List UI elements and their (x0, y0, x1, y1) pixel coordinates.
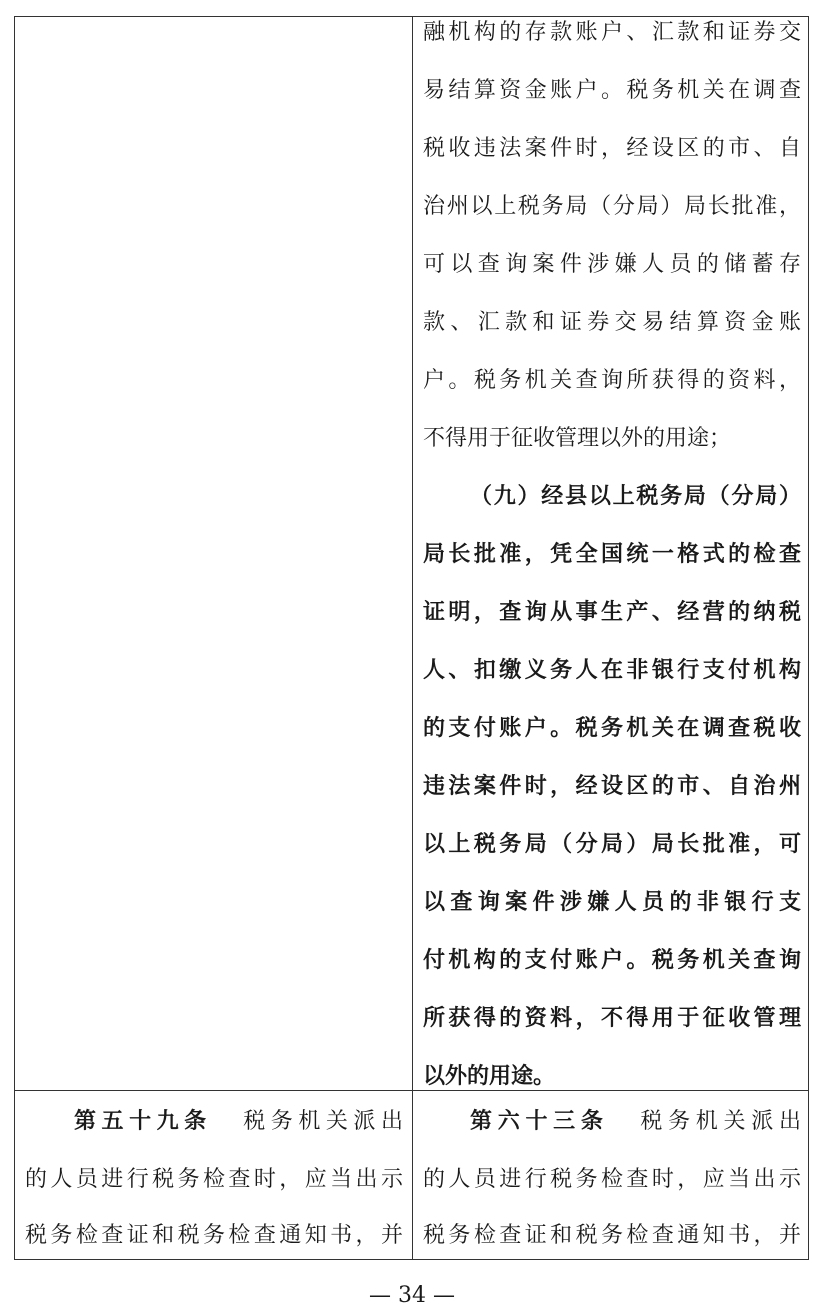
right-text-line: 易结算资金账户。税务机关在调查 (423, 78, 801, 103)
right-text-line: 可以查询案件涉嫌人员的储蓄存 (423, 252, 801, 277)
right-text-line: 治州以上税务局（分局）局长批准， (423, 194, 801, 219)
left-article-heading (74, 1107, 403, 1137)
left-article-first: 税务机关派出 (237, 1109, 403, 1134)
right-text-line: 融机构的存款账户、汇款和证券交 (423, 20, 801, 45)
clause-nine-line: （九）经县以上税务局（分局） (470, 484, 801, 509)
right-text-line: 税收违法案件时，经设区的市、自 (423, 136, 801, 161)
right-text-line: 款、汇款和证券交易结算资金账 (423, 310, 801, 335)
clause-nine-line: 局长批准，凭全国统一格式的检查 (423, 542, 801, 567)
left-article-line: 的人员进行税务检查时，应当出示 (25, 1167, 403, 1192)
page-number: — 34 — (369, 1283, 455, 1308)
right-article-line: 的人员进行税务检查时，应当出示 (423, 1167, 801, 1192)
right-text-line: 不得用于征收管理以外的用途； (423, 426, 732, 451)
right-text-line: 户。税务机关查询所获得的资料， (423, 368, 801, 393)
clause-nine-line: 以上税务局（分局）局长批准，可 (423, 832, 801, 857)
left-article-title: 第五十九条 (74, 1109, 212, 1134)
right-article-heading (470, 1107, 801, 1137)
right-article-first: 税务机关派出 (634, 1109, 801, 1134)
column-divider (412, 16, 413, 1260)
right-article-line: 税务检查证和税务检查通知书，并 (423, 1223, 801, 1248)
right-article-title: 第六十三条 (470, 1109, 609, 1134)
clause-nine-line: 人、扣缴义务人在非银行支付机构 (423, 658, 801, 683)
left-article-line: 税务检查证和税务检查通知书，并 (25, 1223, 403, 1248)
clause-nine-line: 证明，查询从事生产、经营的纳税 (423, 600, 801, 625)
clause-nine-line: 所获得的资料，不得用于征收管理 (423, 1006, 801, 1031)
clause-nine-line: 以查询案件涉嫌人员的非银行支 (423, 890, 801, 915)
clause-nine-line: 违法案件时，经设区的市、自治州 (423, 774, 801, 799)
clause-nine-line: 的支付账户。税务机关在调查税收 (423, 716, 801, 741)
clause-nine-line: 以外的用途。 (423, 1064, 556, 1089)
clause-nine-line: 付机构的支付账户。税务机关查询 (423, 948, 801, 973)
